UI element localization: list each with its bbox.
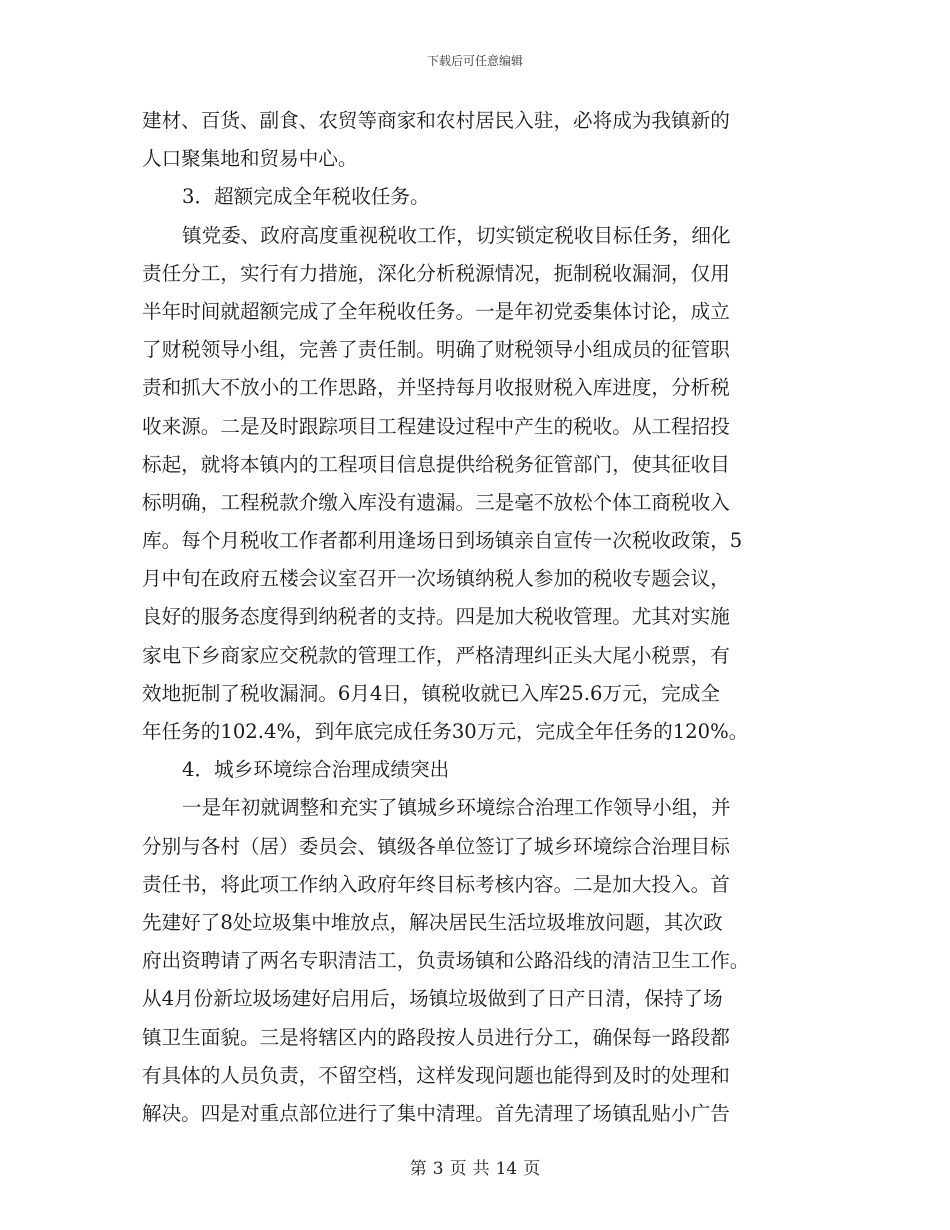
total-pages: 14 xyxy=(495,1159,518,1179)
text-line: 镇党委、政府高度重视税收工作，切实锁定税收目标任务，细化 xyxy=(182,223,731,247)
text-line: 半年时间就超额完成了全年税收任务。一是年初党委集体讨论，成立 xyxy=(142,299,730,323)
text-line: 收来源。二是及时跟踪项目工程建设过程中产生的税收。从工程招投 xyxy=(142,414,730,438)
text-line: 建材、百货、副食、农贸等商家和农村居民入驻，必将成为我镇新的 xyxy=(142,109,730,132)
text-line: 良好的服务态度得到纳税者的支持。四是加大税收管理。尤其对实施 xyxy=(142,605,730,629)
text-line: 有具体的人员负责，不留空档，这样发现问题也能得到及时的处理和 xyxy=(142,1063,730,1087)
text-line: 府出资聘请了两名专职清洁工，负责场镇和公路沿线的清洁卫生工作。 xyxy=(142,949,750,973)
text-line: 效地扼制了税收漏洞。6月4日，镇税收就已入库25.6万元，完成全 xyxy=(142,681,720,705)
text-line: 责任分工，实行有力措施，深化分析税源情况，扼制税收漏洞，仅用 xyxy=(142,261,730,285)
text-line: 人口聚集地和贸易中心。 xyxy=(142,147,358,171)
text-line: 了财税领导小组，完善了责任制。明确了财税领导小组成员的征管职 xyxy=(142,338,730,362)
text-line: 标起，就将本镇内的工程项目信息提供给税务征管部门，使其征收目 xyxy=(142,452,730,476)
text-line: 4．城乡环境综合治理成绩突出 xyxy=(182,758,450,782)
text-line: 先建好了8处垃圾集中堆放点，解决居民生活垃圾堆放问题，其次政 xyxy=(142,910,723,934)
text-line: 标明确，工程税款介缴入库没有遗漏。三是毫不放松个体工商税收入 xyxy=(142,490,730,514)
document-body xyxy=(142,102,806,1133)
text-line: 责任书，将此项工作纳入政府年终目标考核内容。二是加大投入。首 xyxy=(142,872,730,896)
text-line: 从4月份新垃圾场建好启用后，场镇垃圾做到了日产日清，保持了场 xyxy=(142,987,723,1011)
page-footer xyxy=(0,1154,950,1179)
footer-gong: 共 xyxy=(472,1159,490,1179)
section-heading: 3．超额完成全年税收任务。 xyxy=(182,185,430,209)
text-line: 一是年初就调整和充实了镇城乡环境综合治理工作领导小组，并 xyxy=(182,796,731,820)
page-header-note: 下载后可任意编辑 xyxy=(426,54,523,68)
text-line: 分别与各村（居）委员会、镇级各单位签订了城乡环境综合治理目标 xyxy=(142,834,730,858)
text-line: 月中旬在政府五楼会议室召开一次场镇纳税人参加的税收专题会议， xyxy=(142,567,730,591)
text-line: 年任务的102.4%，到年底完成任务30万元，完成全年任务的120%。 xyxy=(142,720,749,743)
text-line: 家电下乡商家应交税款的管理工作，严格清理纠正头大尾小税票，有 xyxy=(142,643,730,667)
text-line: 解决。四是对重点部位进行了集中清理。首先清理了场镇乱贴小广告 xyxy=(142,1101,730,1125)
footer-ye: 页 xyxy=(449,1159,467,1179)
page-number: 3 xyxy=(432,1159,444,1179)
text-line: 库。每个月税收工作者都利用逢场日到场镇亲自宣传一次税收政策，5 xyxy=(142,529,743,553)
footer-di: 第 xyxy=(409,1159,427,1179)
text-line: 责和抓大不放小的工作思路，并坚持每月收报财税入库进度，分析税 xyxy=(142,376,730,400)
text-line: 镇卫生面貌。三是将辖区内的路段按人员进行分工，确保每一路段都 xyxy=(142,1025,730,1049)
footer-ye2: 页 xyxy=(523,1159,541,1179)
